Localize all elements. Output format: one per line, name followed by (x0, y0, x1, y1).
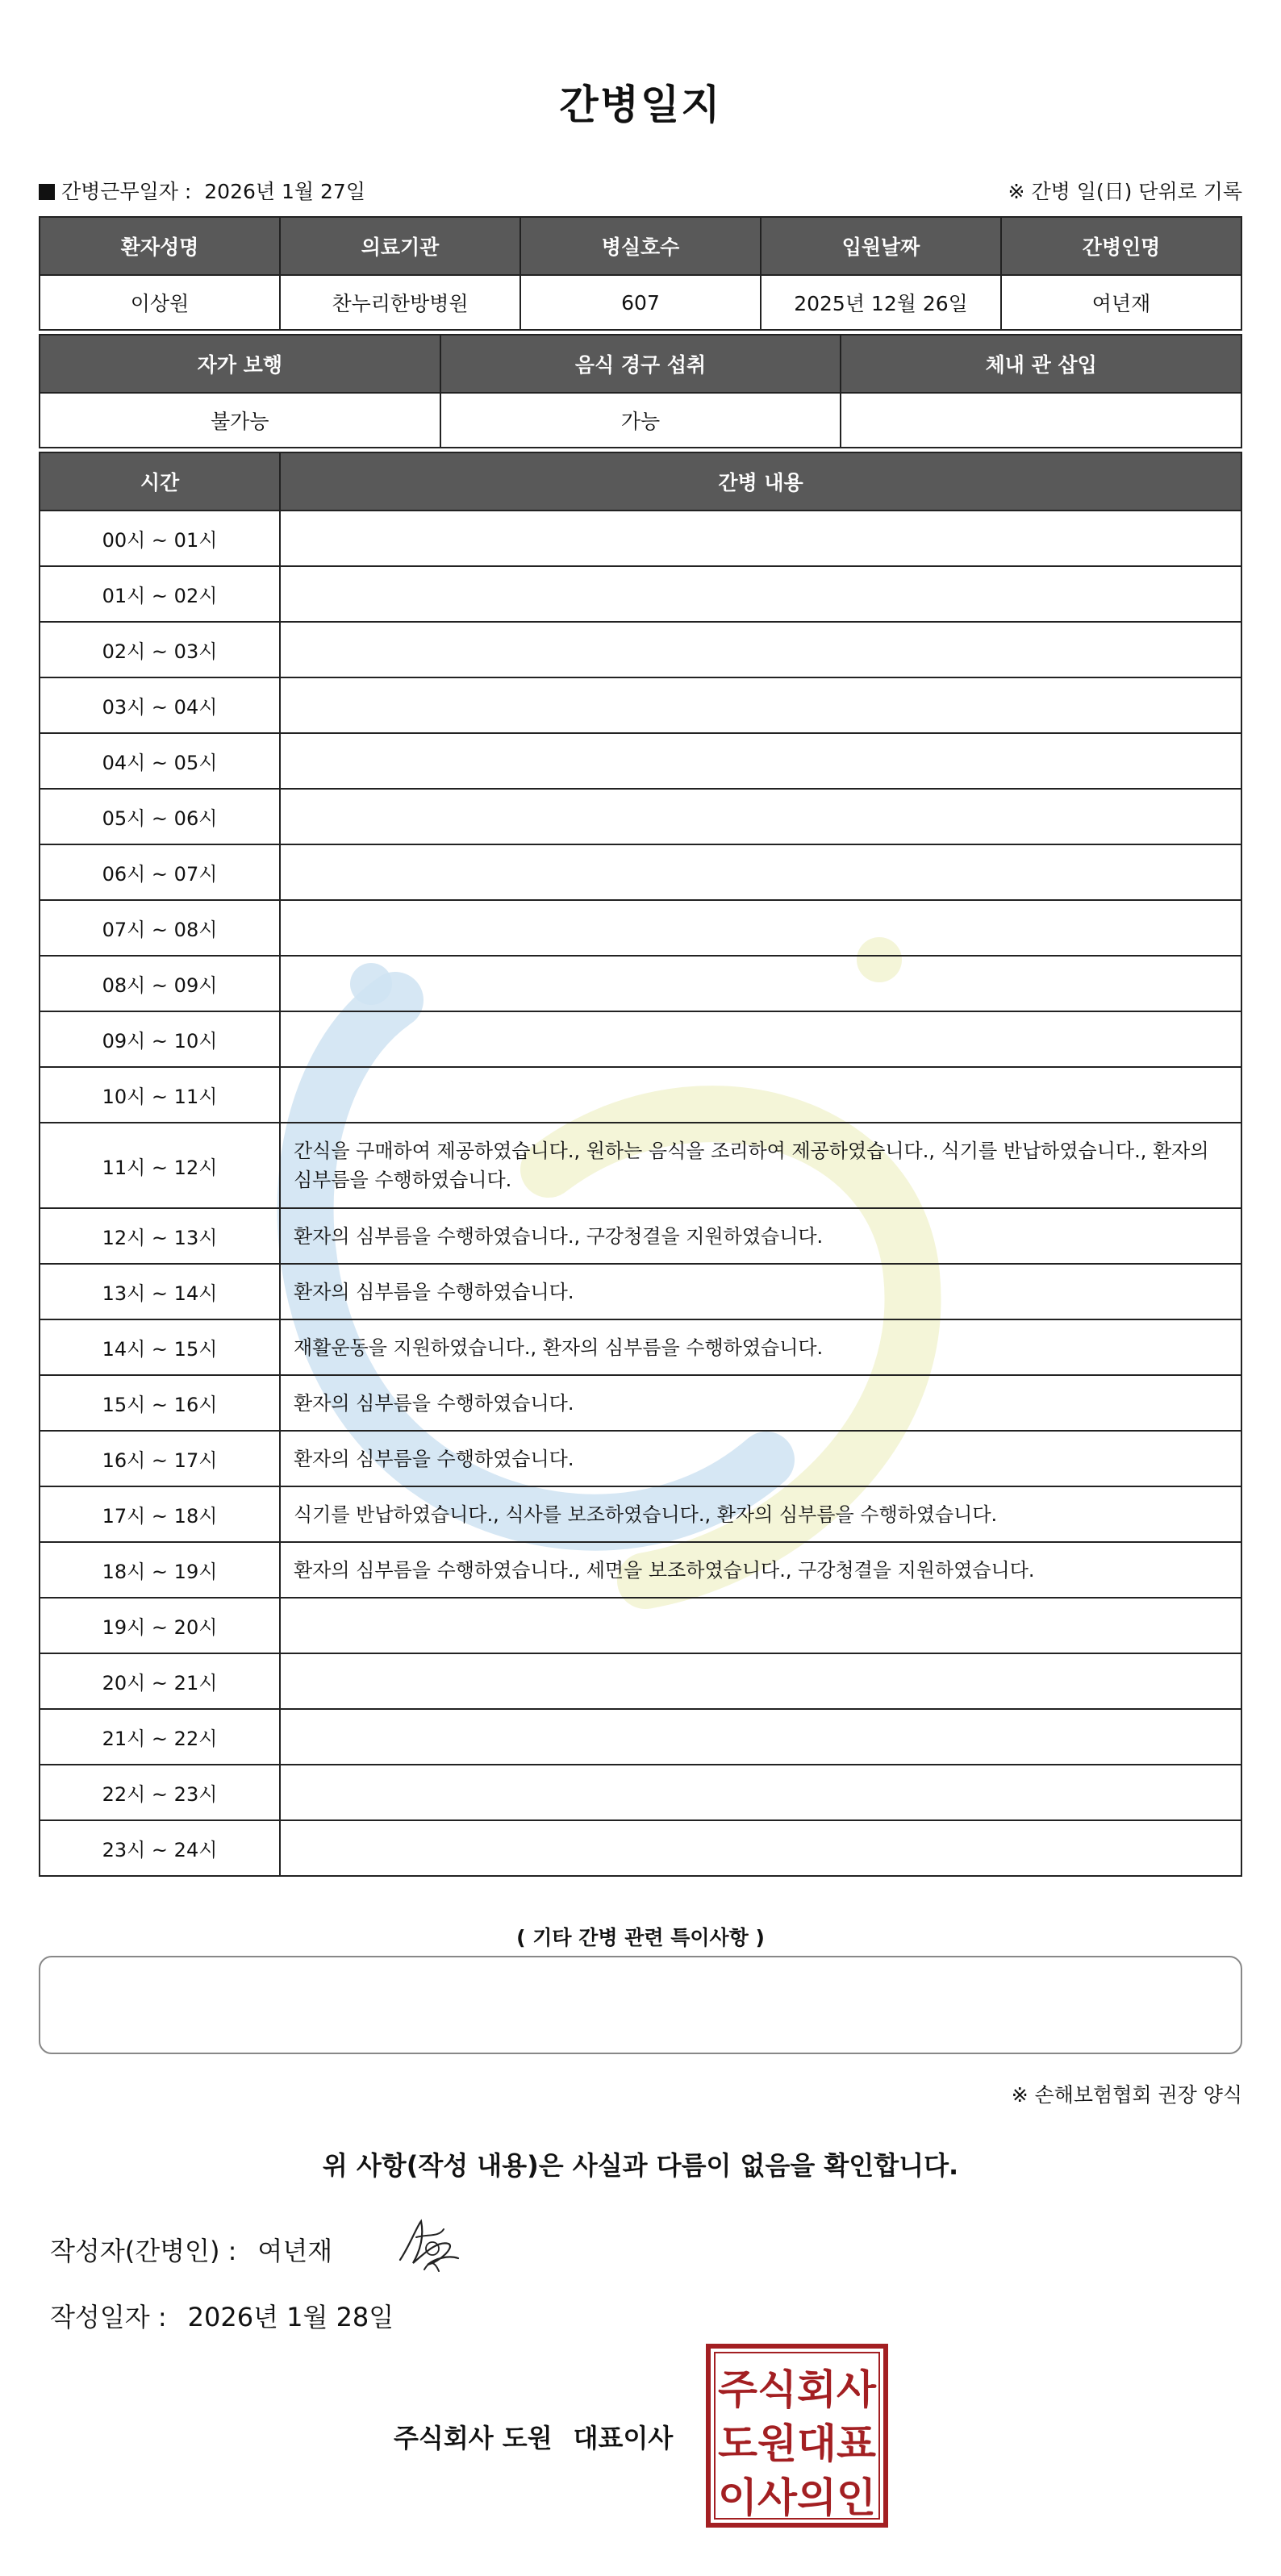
log-row (40, 733, 1241, 789)
writer-row (50, 2231, 332, 2268)
log-time-cell: 23시 ~ 24시 (40, 1820, 280, 1876)
log-row (40, 1820, 1241, 1876)
log-content-cell[interactable] (280, 1598, 1241, 1653)
log-content-cell[interactable] (280, 844, 1241, 900)
log-content-cell[interactable] (280, 622, 1241, 677)
log-row (40, 1765, 1241, 1820)
tube-insertion-value (841, 393, 1241, 448)
header-tube-insertion: 체내 관 삽입 (841, 335, 1241, 393)
admission-date: 2025년 12월 26일 (761, 275, 1001, 330)
log-row (40, 1067, 1241, 1123)
seal-line-3: 이사의인 (718, 2474, 876, 2521)
special-notes-content (40, 1957, 1241, 1990)
log-row (40, 1486, 1241, 1542)
log-content-cell[interactable]: 재활운동을 지원하였습니다., 환자의 심부름을 수행하였습니다. (280, 1319, 1241, 1375)
status-value-row (40, 393, 1241, 448)
log-row (40, 1264, 1241, 1319)
work-date-label: 간병근무일자 : (61, 180, 192, 203)
log-time-cell: 02시 ~ 03시 (40, 622, 280, 677)
log-row (40, 566, 1241, 622)
log-time-cell: 16시 ~ 17시 (40, 1431, 280, 1486)
log-row (40, 1208, 1241, 1264)
self-walking-value: 불가능 (40, 393, 440, 448)
log-time-cell: 04시 ~ 05시 (40, 733, 280, 789)
room-number: 607 (520, 275, 761, 330)
log-row (40, 1598, 1241, 1653)
log-content-cell[interactable]: 환자의 심부름을 수행하였습니다. (280, 1264, 1241, 1319)
log-content-cell[interactable] (280, 900, 1241, 956)
company-ceo-title: 대표이사 (573, 2423, 674, 2453)
header-caregiver-name: 간병인명 (1001, 217, 1241, 275)
log-row (40, 511, 1241, 566)
log-row (40, 1542, 1241, 1598)
log-time-cell: 03시 ~ 04시 (40, 677, 280, 733)
log-time-cell: 07시 ~ 08시 (40, 900, 280, 956)
seal-line-1: 주식회사 (718, 2366, 877, 2413)
log-row (40, 1011, 1241, 1067)
company-signoff (394, 2418, 673, 2455)
unit-note: ※ 간병 일(日) 단위로 기록 (1008, 180, 1242, 203)
signature-mark (392, 2213, 465, 2278)
patient-header-row (40, 217, 1241, 275)
patient-status-table (39, 334, 1242, 448)
log-row (40, 1319, 1241, 1375)
company-seal (706, 2344, 888, 2528)
log-time-cell: 19시 ~ 20시 (40, 1598, 280, 1653)
log-content-cell[interactable] (280, 1011, 1241, 1067)
log-time-cell: 15시 ~ 16시 (40, 1375, 280, 1431)
status-header-row (40, 335, 1241, 393)
log-time-cell: 05시 ~ 06시 (40, 789, 280, 844)
log-content-cell[interactable] (280, 1765, 1241, 1820)
patient-value-row (40, 275, 1241, 330)
header-time: 시간 (40, 452, 280, 511)
log-content-cell[interactable]: 환자의 심부름을 수행하였습니다. (280, 1375, 1241, 1431)
log-row (40, 1709, 1241, 1765)
log-header-row (40, 452, 1241, 511)
header-patient-name: 환자성명 (40, 217, 280, 275)
log-content-cell[interactable] (280, 789, 1241, 844)
hospital-name: 찬누리한방병원 (280, 275, 520, 330)
oral-intake-value: 가능 (440, 393, 841, 448)
page-title: 간병일지 (559, 81, 722, 128)
log-content-cell[interactable] (280, 511, 1241, 566)
patient-name: 이상원 (40, 275, 280, 330)
header-admission-date: 입원날짜 (761, 217, 1001, 275)
log-content-cell[interactable] (280, 733, 1241, 789)
caregiver-name: 여년재 (1001, 275, 1241, 330)
log-time-cell: 20시 ~ 21시 (40, 1653, 280, 1709)
log-content-cell[interactable] (280, 1067, 1241, 1123)
log-time-cell: 17시 ~ 18시 (40, 1486, 280, 1542)
company-name: 주식회사 도원 (394, 2423, 553, 2453)
header-care-content: 간병 내용 (280, 452, 1241, 511)
square-bullet-icon (39, 184, 55, 200)
work-date-row (39, 176, 365, 205)
log-time-cell: 00시 ~ 01시 (40, 511, 280, 566)
care-log-table (39, 452, 1242, 1877)
log-row (40, 622, 1241, 677)
log-time-cell: 18시 ~ 19시 (40, 1542, 280, 1598)
log-row (40, 844, 1241, 900)
log-time-cell: 09시 ~ 10시 (40, 1011, 280, 1067)
log-time-cell: 21시 ~ 22시 (40, 1709, 280, 1765)
patient-info-table (39, 216, 1242, 331)
header-self-walking: 자가 보행 (40, 335, 440, 393)
log-time-cell: 12시 ~ 13시 (40, 1208, 280, 1264)
log-content-cell[interactable] (280, 677, 1241, 733)
form-recommendation-note: ※ 손해보험협회 권장 양식 (1011, 2083, 1242, 2107)
log-content-cell[interactable]: 환자의 심부름을 수행하였습니다., 세면을 보조하였습니다., 구강청결을 지원하였습니다. (280, 1542, 1241, 1598)
special-notes-title: ( 기타 간병 관련 특이사항 ) (516, 1926, 765, 1949)
log-row (40, 1431, 1241, 1486)
writer-label: 작성자(간병인) : (50, 2236, 237, 2266)
log-content-cell[interactable]: 환자의 심부름을 수행하였습니다. (280, 1431, 1241, 1486)
log-content-cell[interactable] (280, 1820, 1241, 1876)
written-date-value: 2026년 1월 28일 (187, 2302, 394, 2332)
log-row (40, 1653, 1241, 1709)
header-room-number: 병실호수 (520, 217, 761, 275)
log-content-cell[interactable] (280, 956, 1241, 1011)
log-time-cell: 06시 ~ 07시 (40, 844, 280, 900)
log-time-cell: 08시 ~ 09시 (40, 956, 280, 1011)
log-row (40, 956, 1241, 1011)
work-date-value: 2026년 1월 27일 (204, 180, 365, 203)
special-notes-box[interactable] (39, 1956, 1242, 2054)
log-time-cell: 10시 ~ 11시 (40, 1067, 280, 1123)
log-time-cell: 11시 ~ 12시 (40, 1123, 280, 1208)
log-content-cell[interactable] (280, 566, 1241, 622)
log-time-cell: 01시 ~ 02시 (40, 566, 280, 622)
header-hospital: 의료기관 (280, 217, 520, 275)
log-time-cell: 14시 ~ 15시 (40, 1319, 280, 1375)
log-row (40, 677, 1241, 733)
log-content-cell[interactable]: 간식을 구매하여 제공하였습니다., 원하는 음식을 조리하여 제공하였습니다., 식기를 반납하였습니다., 환자의 심부름을 수행하였습니다. (280, 1123, 1241, 1208)
log-content-cell[interactable] (280, 1709, 1241, 1765)
log-content-cell[interactable]: 식기를 반납하였습니다., 식사를 보조하였습니다., 환자의 심부름을 수행하였습니다. (280, 1486, 1241, 1542)
log-row (40, 900, 1241, 956)
log-time-cell: 22시 ~ 23시 (40, 1765, 280, 1820)
confirmation-statement: 위 사항(작성 내용)은 사실과 다름이 없음을 확인합니다. (322, 2150, 959, 2181)
header-oral-intake: 음식 경구 섭취 (440, 335, 841, 393)
log-content-cell[interactable]: 환자의 심부름을 수행하였습니다., 구강청결을 지원하였습니다. (280, 1208, 1241, 1264)
log-row (40, 1375, 1241, 1431)
written-date-row (50, 2297, 394, 2334)
log-row (40, 789, 1241, 844)
log-row (40, 1123, 1241, 1208)
writer-name: 여년재 (257, 2236, 333, 2266)
written-date-label: 작성일자 : (50, 2302, 167, 2332)
log-time-cell: 13시 ~ 14시 (40, 1264, 280, 1319)
seal-line-2: 도원대표 (718, 2420, 877, 2467)
log-content-cell[interactable] (280, 1653, 1241, 1709)
